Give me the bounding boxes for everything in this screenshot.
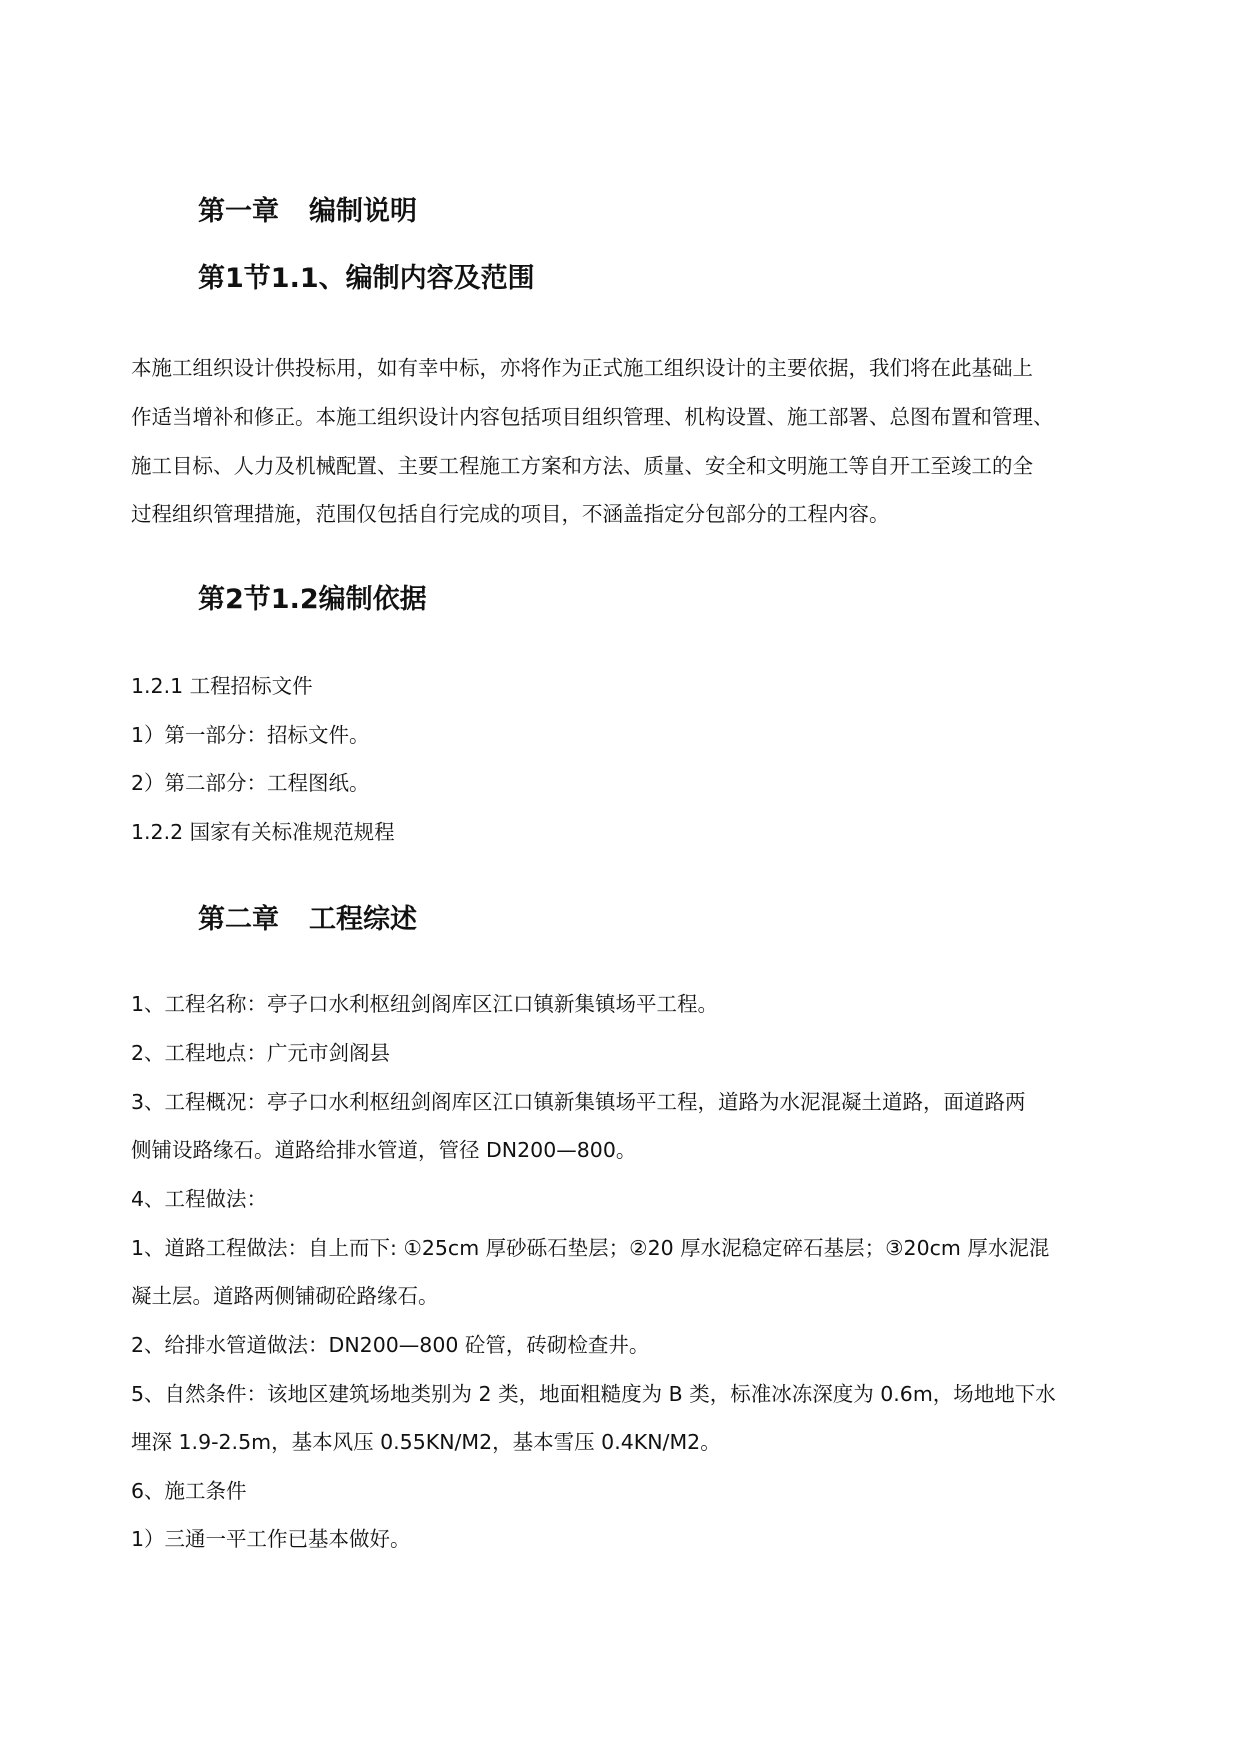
chapter-2-heading	[198, 902, 417, 938]
body-paragraph-line: 施工目标、人力及机械配置、主要工程施工方案和方法、质量、安全和文明施工等自开工至竣工的全	[131, 454, 1033, 478]
list-item: 2、工程地点：广元市剑阁县	[131, 1041, 391, 1065]
chapter-2-number: 第二章	[198, 904, 279, 935]
body-paragraph-line: 过程组织管理措施，范围仅包括自行完成的项目，不涵盖指定分包部分的工程内容。	[131, 502, 890, 526]
section-1-2-heading: 第2节1.2编制依据	[198, 584, 427, 615]
list-item: 1.2.1 工程招标文件	[131, 674, 313, 698]
body-paragraph-line: 作适当增补和修正。本施工组织设计内容包括项目组织管理、机构设置、施工部署、总图布置和管理、	[131, 405, 1054, 429]
list-item: 1、工程名称：亭子口水利枢纽剑阁库区江口镇新集镇场平工程。	[131, 992, 719, 1016]
list-item: 埋深 1.9-2.5m，基本风压 0.55KN/M2，基本雪压 0.4KN/M2。	[131, 1430, 721, 1454]
list-item: 6、施工条件	[131, 1479, 247, 1503]
body-paragraph-line: 本施工组织设计供投标用，如有幸中标，亦将作为正式施工组织设计的主要依据，我们将在此基础上	[131, 356, 1033, 380]
chapter-2-title: 工程综述	[309, 904, 417, 935]
list-item: 5、自然条件：该地区建筑场地类别为 2 类，地面粗糙度为 B 类，标准冰冻深度为 0.6m，场地地下水	[131, 1382, 1056, 1406]
list-item: 2）第二部分：工程图纸。	[131, 771, 370, 795]
list-item: 3、工程概况：亭子口水利枢纽剑阁库区江口镇新集镇场平工程，道路为水泥混凝土道路，面道路两	[131, 1090, 1026, 1114]
list-item: 1）三通一平工作已基本做好。	[131, 1527, 411, 1551]
chapter-1-title: 编制说明	[309, 196, 417, 227]
list-item: 1.2.2 国家有关标准规范规程	[131, 820, 395, 844]
list-item: 4、工程做法：	[131, 1187, 268, 1211]
chapter-1-heading	[198, 194, 417, 230]
list-item: 1、道路工程做法：自上而下: ①25cm 厚砂砾石垫层；②20 厚水泥稳定碎石基层；③20cm 厚水泥混	[131, 1236, 1050, 1260]
section-1-1-heading: 第1节1.1、编制内容及范围	[198, 263, 535, 294]
list-item: 凝土层。道路两侧铺砌砼路缘石。	[131, 1284, 439, 1308]
list-item: 2、给排水管道做法：DN200—800 砼管，砖砌检查井。	[131, 1333, 650, 1357]
list-item: 1）第一部分：招标文件。	[131, 723, 370, 747]
list-item: 侧铺设路缘石。道路给排水管道，管径 DN200—800。	[131, 1138, 637, 1162]
chapter-1-number: 第一章	[198, 196, 279, 227]
